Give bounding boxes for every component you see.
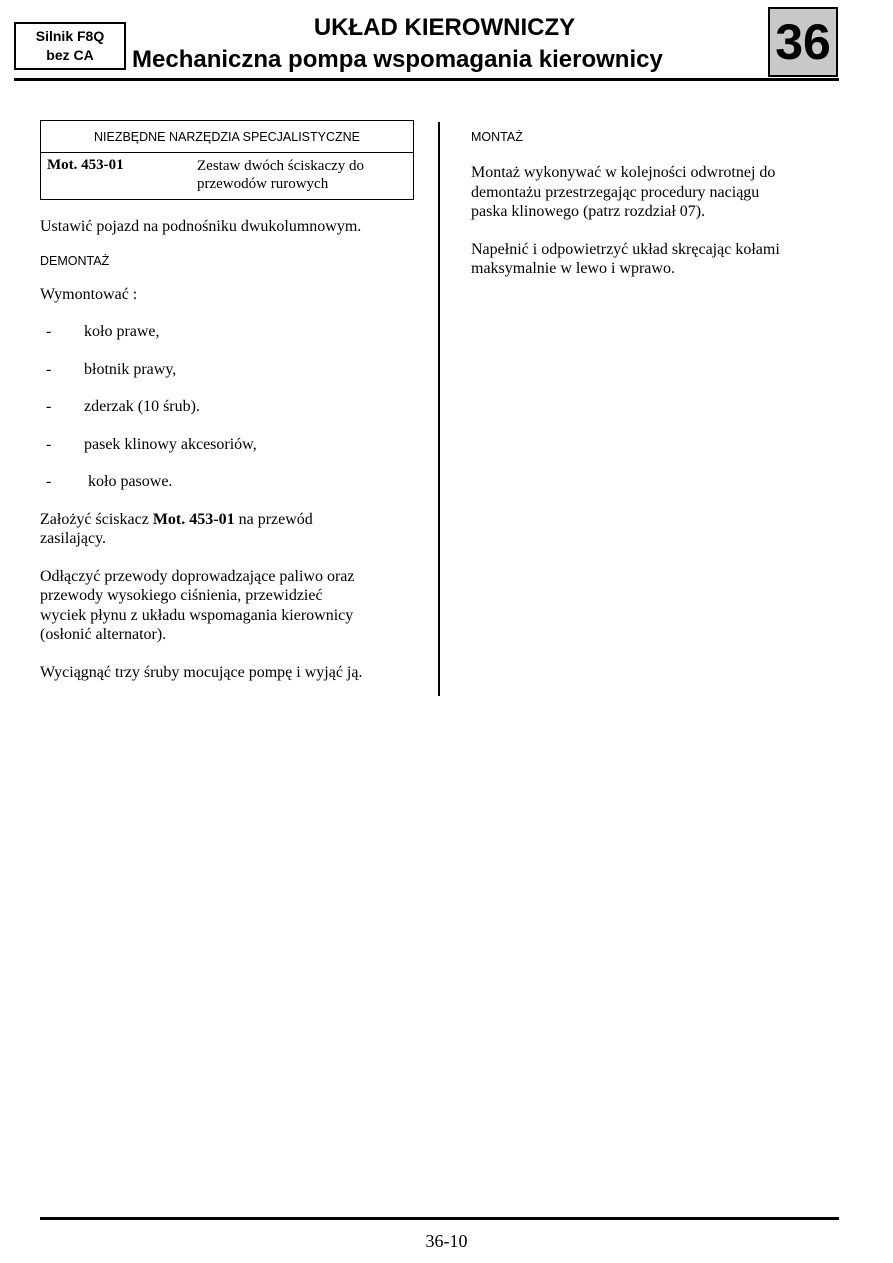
- engine-label-box: [14, 22, 126, 70]
- special-tools-heading: NIEZBĘDNE NARZĘDZIA SPECJALISTYCZNE: [41, 121, 414, 153]
- install-heading: MONTAŻ: [471, 130, 523, 144]
- removal-heading: DEMONTAŻ: [40, 253, 110, 268]
- list-item-text: błotnik prawy,: [84, 360, 177, 378]
- footer-rule: [40, 1217, 839, 1220]
- tool-description-line2: przewodów rurowych: [197, 176, 329, 192]
- left-column: [40, 120, 418, 682]
- page-title: [132, 12, 757, 76]
- list-bullet: -: [46, 360, 52, 378]
- page-title-line1: UKŁAD KIEROWNICZY: [313, 14, 576, 41]
- list-bullet: -: [46, 398, 52, 415]
- list-item: [40, 322, 418, 342]
- disconnect-line1: Odłączyć przewody doprowadzające paliwo oraz: [40, 567, 355, 585]
- disconnect-line4: (osłonić alternator).: [40, 626, 167, 643]
- install-line3: paska klinowego (patrz rozdział 07).: [471, 203, 706, 220]
- list-item-text: pasek klinowy akcesoriów,: [84, 435, 257, 453]
- chapter-number-box: 36: [768, 7, 838, 77]
- tool-description-line1: Zestaw dwóch ściskaczy do: [197, 158, 365, 174]
- list-bullet: -: [46, 323, 52, 340]
- clamp-tool-code: Mot. 453-01: [152, 510, 235, 528]
- clamp-text-pre: Założyć ściskacz: [40, 510, 153, 528]
- right-column: [471, 120, 831, 279]
- engine-label-line2: bez CA: [46, 47, 94, 63]
- tool-code: Mot. 453-01: [47, 157, 124, 173]
- page-number: 36-10: [425, 1231, 468, 1251]
- table-row: [41, 153, 414, 200]
- list-bullet: -: [46, 435, 52, 453]
- intro-paragraph: Ustawić pojazd na podnośniku dwukolumnowym.: [40, 218, 362, 235]
- fill-line1: Napełnić i odpowietrzyć układ skręcając kołami: [471, 240, 780, 258]
- list-item-text: koło pasowe.: [84, 473, 173, 490]
- removal-list: [40, 322, 418, 492]
- special-tools-table: [40, 120, 414, 200]
- disconnect-line2: przewody wysokiego ciśnienia, przewidzieć: [40, 587, 323, 604]
- engine-label-line1: Silnik F8Q: [35, 28, 105, 44]
- list-bullet: -: [46, 473, 52, 490]
- screws-paragraph: Wyciągnąć trzy śruby mocujące pompę i wyjąć ją.: [40, 663, 363, 681]
- install-line2: demontażu przestrzegając procedury naciągu: [471, 183, 760, 201]
- install-line1: Montaż wykonywać w kolejności odwrotnej do: [471, 164, 776, 181]
- header-rule: [14, 78, 839, 81]
- list-item: [40, 472, 418, 492]
- disconnect-paragraph: [40, 567, 418, 645]
- clamp-text-line2: zasilający.: [40, 530, 107, 547]
- clamp-text-post: na przewód: [234, 510, 313, 528]
- list-item: [40, 397, 418, 417]
- list-item-text: zderzak (10 śrub).: [84, 398, 200, 415]
- list-item: [40, 360, 418, 380]
- clamp-paragraph: [40, 510, 418, 549]
- list-item-text: koło prawe,: [84, 323, 160, 340]
- column-divider: [438, 122, 440, 696]
- tool-description: [191, 153, 414, 200]
- install-paragraph: [471, 163, 831, 222]
- page-title-line2: Mechaniczna pompa wspomagania kierownicy: [132, 46, 663, 73]
- fill-line2: maksymalnie w lewo i wprawo.: [471, 260, 675, 277]
- remove-label: Wymontować :: [40, 285, 138, 303]
- fill-paragraph: [471, 240, 831, 279]
- list-item: [40, 435, 418, 455]
- disconnect-line3: wyciek płynu z układu wspomagania kierownicy: [40, 606, 354, 624]
